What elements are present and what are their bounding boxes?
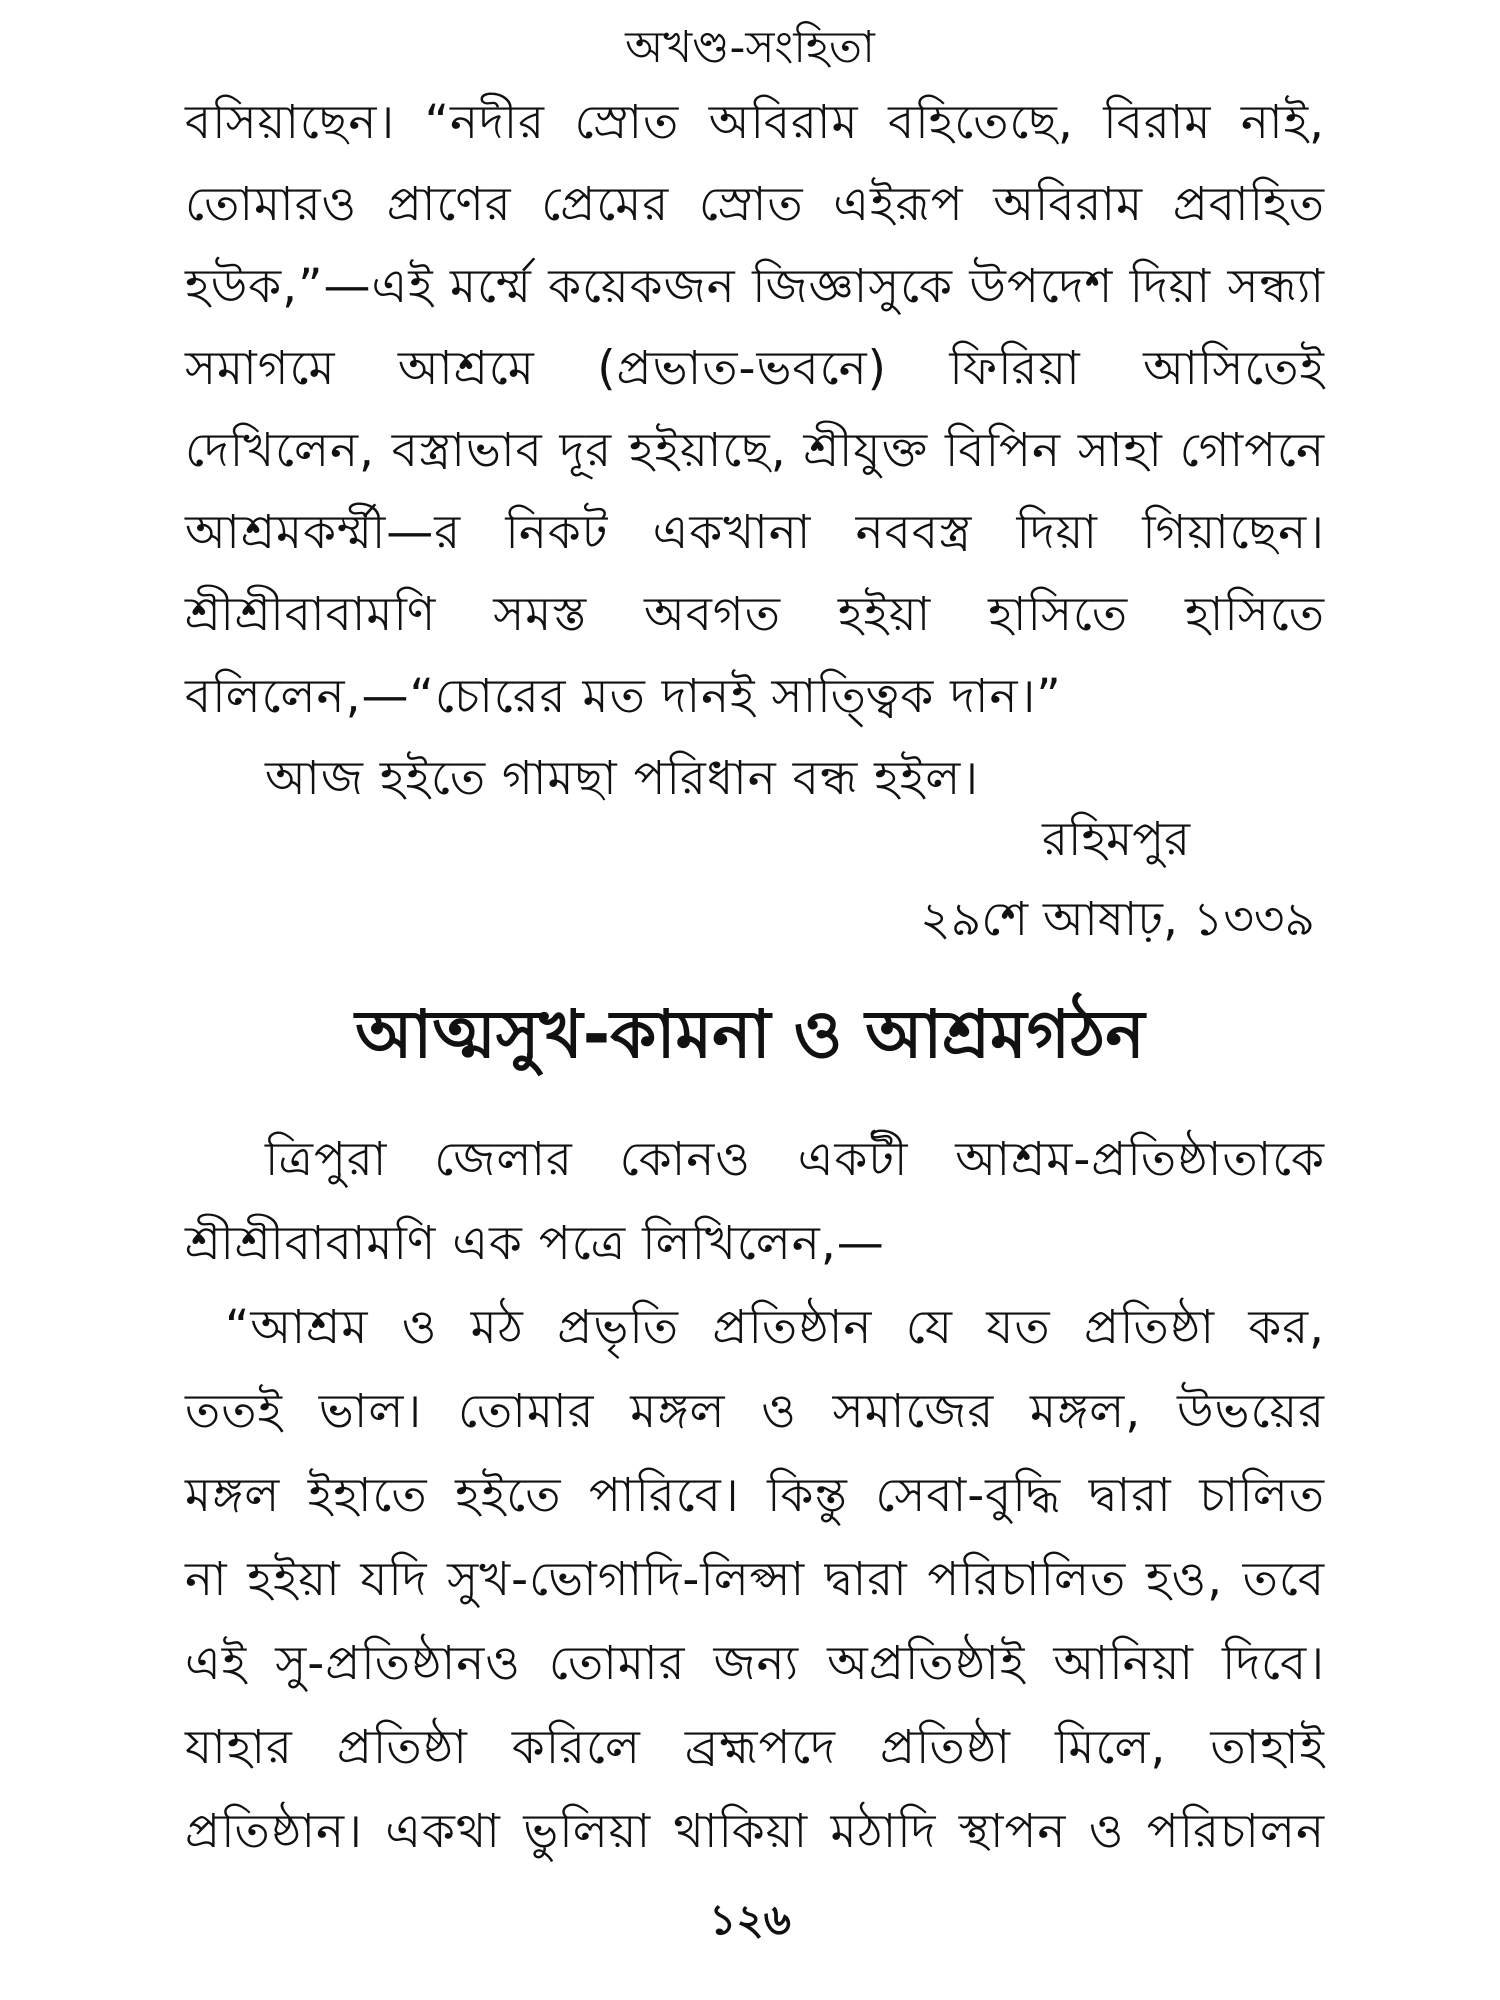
date-signature: ২৯শে আষাঢ়, ১৩৩৯ bbox=[920, 892, 1315, 947]
text-line: যাহার প্রতিষ্ঠা করিলে ব্রহ্মপদে প্রতিষ্ঠা মিলে, তাহাই bbox=[185, 1720, 1325, 1775]
text-line: শ্রীশ্রীবাবামণি সমস্ত অবগত হইয়া হাসিতে হাসিতে bbox=[185, 587, 1325, 642]
text-line: এই সু-প্রতিষ্ঠানও তোমার জন্য অপ্রতিষ্ঠাই আনিয়া দিবে। bbox=[185, 1636, 1325, 1691]
text-line: ততই ভাল। তোমার মঙ্গল ও সমাজের মঙ্গল, উভয়ের bbox=[185, 1384, 1325, 1439]
running-head: অখণ্ড-সংহিতা bbox=[625, 22, 875, 73]
text-line: সমাগমে আশ্রমে (প্রভাত-ভবনে) ফিরিয়া আসিতেই bbox=[185, 341, 1325, 396]
text-line: শ্রীশ্রীবাবামণি এক পত্রে লিখিলেন,— bbox=[185, 1216, 885, 1271]
text-line: প্রতিষ্ঠান। একথা ভুলিয়া থাকিয়া মঠাদি স্থাপন ও পরিচালন bbox=[185, 1804, 1325, 1859]
text-line: বসিয়াছেন। “নদীর স্রোত অবিরাম বহিতেছে, বিরাম নাই, bbox=[185, 95, 1325, 150]
text-line: মঙ্গল ইহাতে হইতে পারিবে। কিন্তু সেবা-বুদ্ধি দ্বারা চালিত bbox=[185, 1468, 1325, 1523]
text-line: “আশ্রম ও মঠ প্রভৃতি প্রতিষ্ঠান যে যত প্রতিষ্ঠা কর, bbox=[225, 1300, 1325, 1355]
text-line: না হইয়া যদি সুখ-ভোগাদি-লিপ্সা দ্বারা পরিচালিত হও, তবে bbox=[185, 1552, 1325, 1607]
text-line: ত্রিপুরা জেলার কোনও একটী আশ্রম-প্রতিষ্ঠাতাকে bbox=[265, 1132, 1325, 1187]
place-signature: রহিমপুর bbox=[1042, 812, 1190, 867]
passage-2 bbox=[185, 1118, 1325, 1874]
section-heading: আত্মসুখ-কামনা ও আশ্রমগঠন bbox=[355, 996, 1145, 1073]
text-line: হউক,”—এই মর্ম্মে কয়েকজন জিজ্ঞাসুকে উপদেশ দিয়া সন্ধ্যা bbox=[185, 259, 1325, 314]
page-number: ১২৬ bbox=[709, 1895, 791, 1944]
text-line: আশ্রমকর্ম্মী—র নিকট একখানা নববস্ত্র দিয়া গিয়াছেন। bbox=[185, 505, 1325, 560]
text-line: বলিলেন,—“চোরের মত দানই সাত্ত্বিক দান।” bbox=[185, 669, 1062, 724]
text-line: দেখিলেন, বস্ত্রাভাব দূর হইয়াছে, শ্রীযুক্ত বিপিন সাহা গোপনে bbox=[185, 423, 1325, 478]
text-line: আজ হইতে গামছা পরিধান বন্ধ হইল। bbox=[265, 751, 980, 806]
text-line: তোমারও প্রাণের প্রেমের স্রোত এইরূপ অবিরাম প্রবাহিত bbox=[185, 177, 1325, 232]
passage-1 bbox=[185, 82, 1325, 820]
